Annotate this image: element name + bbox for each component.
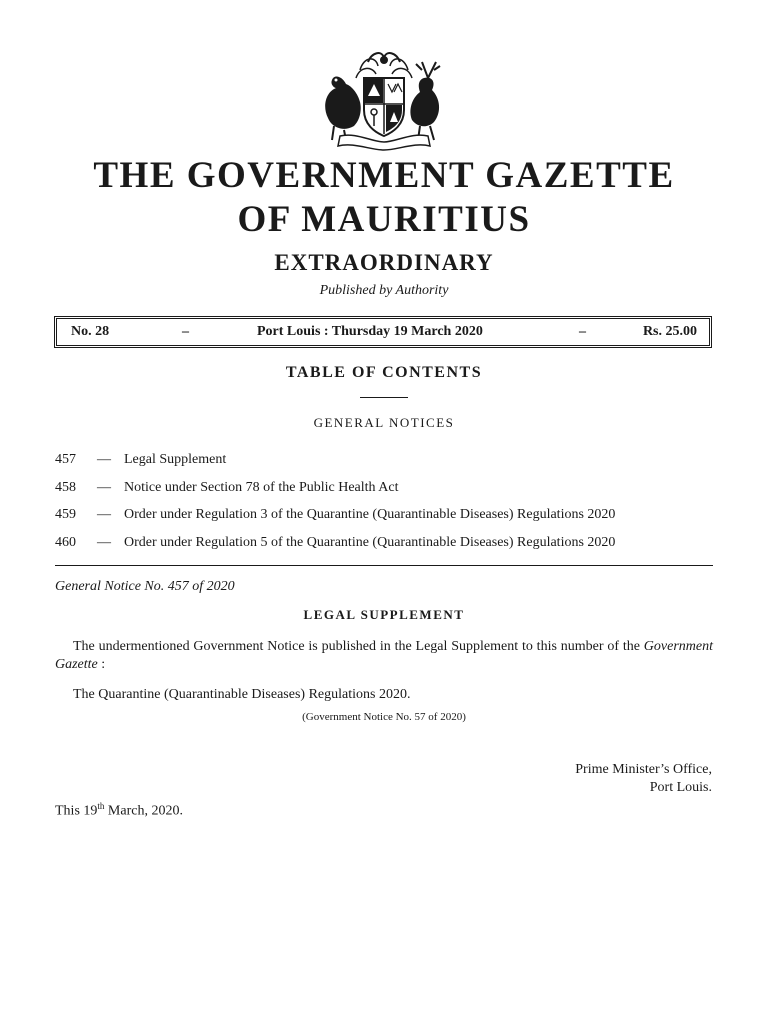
- issue-separator: –: [182, 324, 189, 339]
- signature-block: [575, 761, 712, 797]
- issue-price: Rs. 25.00: [642, 324, 697, 339]
- section-divider: [55, 565, 713, 566]
- notice-date: [55, 801, 183, 820]
- toc-entry-text: Order under Regulation 3 of the Quarantine (Quarantinable Diseases) Regulations 2020: [124, 507, 616, 523]
- gazette-title-line2: OF MAURITIUS: [237, 199, 531, 240]
- date-suffix: th: [97, 801, 105, 811]
- authority-label: Published by Authority: [319, 283, 449, 298]
- toc-entry-dash: —: [97, 479, 111, 495]
- toc-entry-dash: —: [97, 452, 111, 467]
- toc-entry: [55, 450, 715, 478]
- toc-list: [55, 450, 715, 561]
- notice-body-end: :: [97, 657, 106, 672]
- office-line1: Prime Minister’s Office,: [575, 762, 712, 777]
- toc-divider: [360, 397, 408, 398]
- date-rest: March, 2020.: [104, 803, 183, 819]
- toc-entry: [55, 533, 715, 561]
- issue-number: No. 28: [71, 324, 110, 339]
- toc-entry-number: 458: [55, 479, 76, 495]
- toc-entry-number: 460: [55, 535, 76, 551]
- legal-supplement-heading: LEGAL SUPPLEMENT: [303, 607, 465, 622]
- coat-of-arms-icon: [316, 48, 452, 152]
- government-notice-ref: (Government Notice No. 57 of 2020): [302, 711, 466, 723]
- office-line2: Port Louis.: [649, 780, 712, 795]
- regulation-title: The Quarantine (Quarantinable Diseases) Regulations 2020.: [73, 687, 411, 702]
- toc-heading: TABLE OF CONTENTS: [285, 364, 483, 381]
- notice-body-text: The undermentioned Government Notice is published in the Legal Supplement to this number of the: [73, 639, 644, 654]
- general-notices-heading: GENERAL NOTICES: [313, 415, 455, 430]
- toc-entry: [55, 478, 715, 506]
- date-prefix: This 19: [55, 803, 98, 819]
- toc-entry-number: 459: [55, 507, 76, 523]
- toc-entry-text: Order under Regulation 5 of the Quarantine (Quarantinable Diseases) Regulations 2020: [124, 535, 616, 551]
- toc-entry: [55, 505, 715, 533]
- gazette-name-italic: Government Gazette: [55, 639, 713, 672]
- toc-entry-text: Legal Supplement: [124, 452, 227, 467]
- issue-info-box: [54, 316, 712, 348]
- toc-entry-dash: —: [97, 535, 111, 551]
- notice-body: [55, 638, 713, 674]
- toc-entry-number: 457: [55, 452, 76, 467]
- toc-entry-dash: —: [97, 507, 111, 523]
- general-notice-reference: General Notice No. 457 of 2020: [55, 579, 235, 594]
- toc-entry-text: Notice under Section 78 of the Public Health Act: [124, 479, 399, 495]
- edition-label: EXTRAORDINARY: [274, 250, 494, 275]
- issue-separator: –: [579, 324, 586, 339]
- issue-place-date: Port Louis : Thursday 19 March 2020: [257, 324, 483, 339]
- gazette-title-line1: THE GOVERNMENT GAZETTE: [93, 155, 675, 196]
